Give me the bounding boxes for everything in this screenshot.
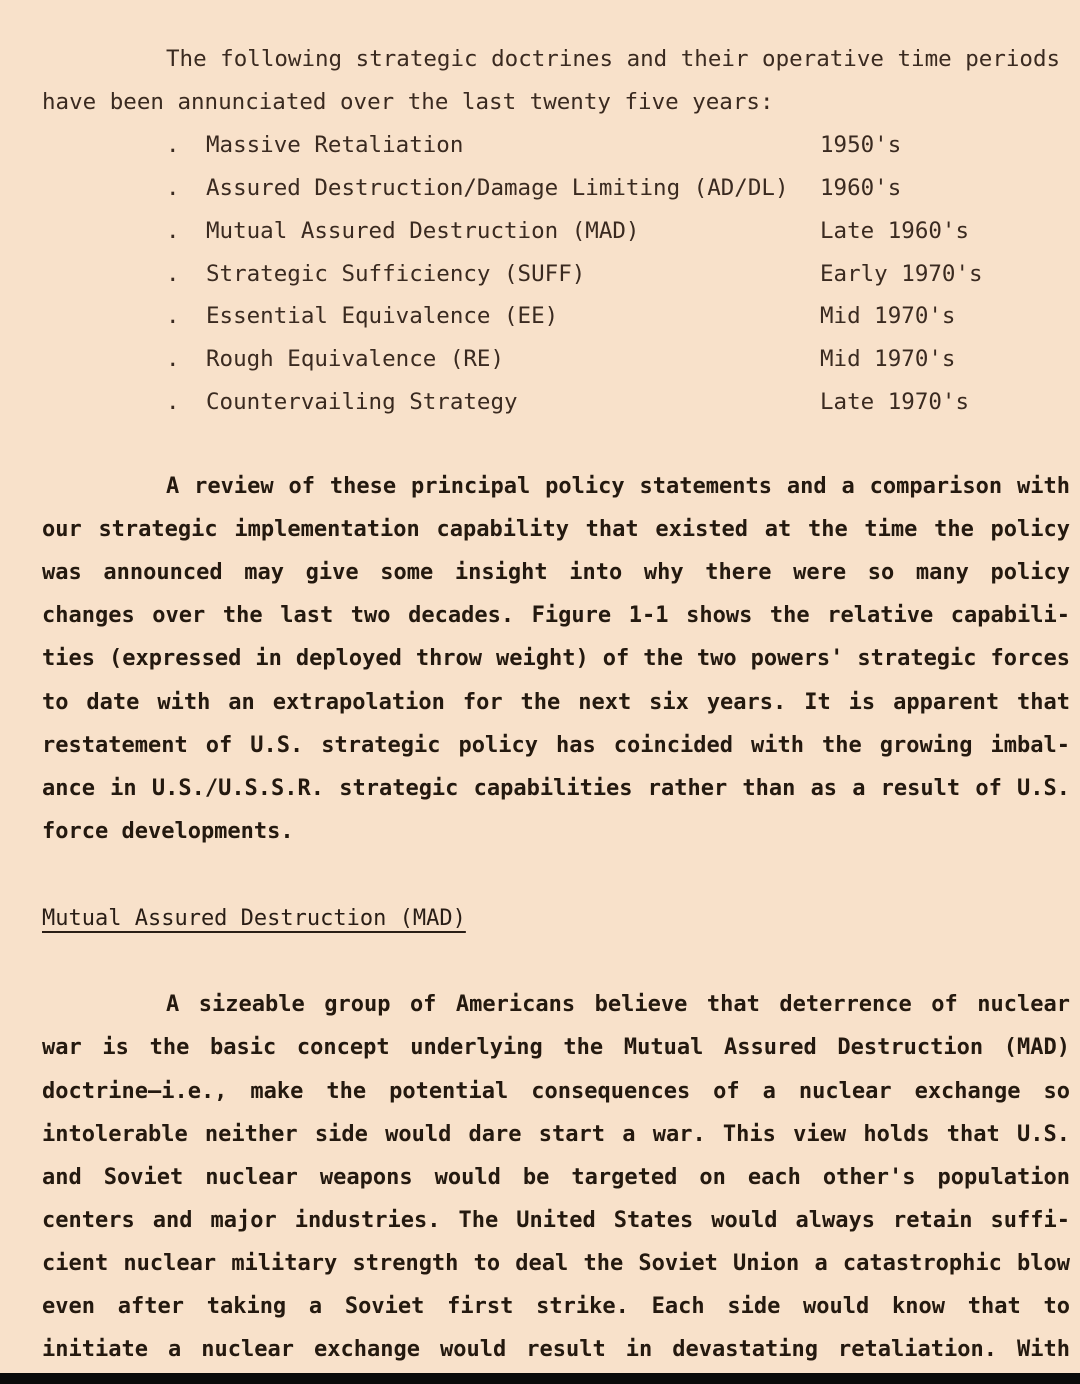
section-heading: Mutual Assured Destruction (MAD) [42,906,466,931]
doctrine-item: . Essential Equivalence (EE) [166,303,559,329]
mad-line-3: doctrine—i.e., make the potential consequences of a nuclear exchange so [42,1079,1070,1104]
doctrine-period: Early 1970's [820,261,983,287]
doctrine-period: Late 1970's [820,389,970,415]
doctrine-period: Mid 1970's [820,346,956,372]
mad-line-6: centers and major industries. The United States would always retain suffi- [42,1208,1070,1233]
intro-line-1: The following strategic doctrines and their operative time periods [166,46,1061,72]
doctrine-period: Late 1960's [820,218,970,244]
doctrine-period: 1960's [820,175,902,201]
mad-line-1: A sizeable group of Americans believe that deterrence of nuclear [166,992,1070,1017]
doctrine-item: . Strategic Sufficiency (SUFF) [166,261,586,287]
doctrine-item: . Massive Retaliation [166,132,464,158]
doctrine-item: . Rough Equivalence (RE) [166,346,505,372]
review-line-3: was announced may give some insight into why there were so many policy [42,560,1070,585]
review-line-6: to date with an extrapolation for the next six years. It is apparent that [42,690,1070,715]
review-line-7: restatement of U.S. strategic policy has coincided with the growing imbal- [42,733,1070,758]
doctrine-period: Mid 1970's [820,303,956,329]
doctrine-item: . Countervailing Strategy [166,389,518,415]
review-line-8: ance in U.S./U.S.S.R. strategic capabilities rather than as a result of U.S. [42,776,1070,801]
review-line-9: force developments. [42,819,294,844]
mad-line-7: cient nuclear military strength to deal the Soviet Union a catastrophic blow [42,1251,1070,1276]
mad-line-4: intolerable neither side would dare start a war. This view holds that U.S. [42,1122,1070,1147]
doctrine-item: . Assured Destruction/Damage Limiting (AD/DL) [166,175,789,201]
mad-line-2: war is the basic concept underlying the Mutual Assured Destruction (MAD) [42,1035,1070,1060]
review-line-4: changes over the last two decades. Figure 1-1 shows the relative capabili- [42,603,1070,628]
review-line-1: A review of these principal policy statements and a comparison with [166,474,1070,499]
doctrine-period: 1950's [820,132,902,158]
intro-line-2: have been annunciated over the last twenty five years: [42,89,774,115]
mad-line-5: and Soviet nuclear weapons would be targeted on each other's population [42,1165,1070,1190]
mad-line-8: even after taking a Soviet first strike. Each side would know that to [42,1294,1070,1319]
review-line-5: ties (expressed in deployed throw weight) of the two powers' strategic forces [42,646,1070,671]
doctrine-item: . Mutual Assured Destruction (MAD) [166,218,640,244]
review-line-2: our strategic implementation capability that existed at the time the policy [42,517,1070,542]
mad-line-9: initiate a nuclear exchange would result in devastating retaliation. With [42,1337,1070,1362]
bottom-edge-bar [0,1373,1080,1384]
